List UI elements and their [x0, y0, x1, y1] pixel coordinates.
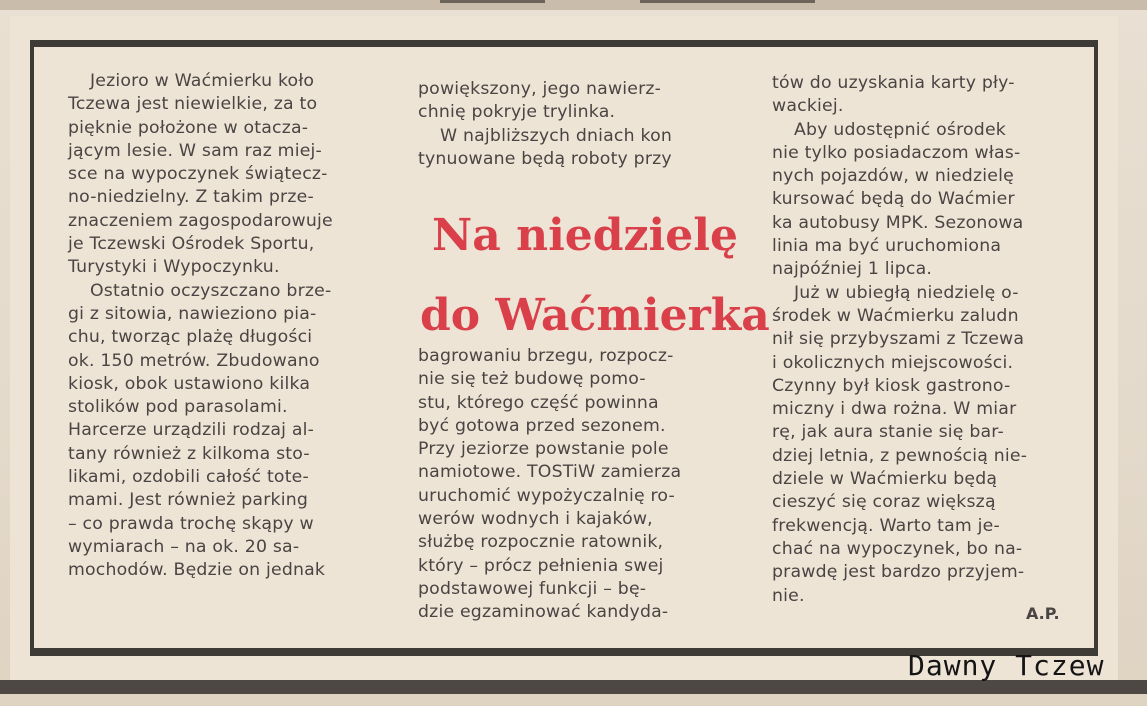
- text-line: Ostatnio oczyszczano brze-: [90, 280, 332, 301]
- text-line: stolików pod parasolami.: [68, 397, 288, 418]
- text-line: najpóźniej 1 lipca.: [772, 259, 933, 280]
- article-column-3: [772, 72, 1102, 608]
- text-line: mochodów. Będzie on jednak: [68, 560, 326, 581]
- headline-line-1: Na niedzielę: [432, 210, 738, 261]
- text-line: cieszyć się coraz większą: [772, 492, 996, 513]
- text-line: jącym lesie. W sam raz miej-: [68, 140, 322, 161]
- text-line: ka autobusy MPK. Sezonowa: [772, 212, 1024, 233]
- text-line: nie tylko posiadaczom włas-: [772, 142, 1021, 163]
- text-line: być gotowa przed sezonem.: [418, 415, 666, 436]
- text-line: służbę rozpocznie ratownik,: [418, 532, 664, 553]
- text-line: no-niedzielny. Z takim prze-: [68, 187, 314, 208]
- watermark-text: Dawny Tczew: [908, 649, 1105, 682]
- text-line: werów wodnych i kajaków,: [418, 509, 653, 530]
- article-column-2-top: [418, 78, 748, 171]
- text-line: likami, ozdobili całość tote-: [68, 467, 309, 488]
- text-line: namiotowe. TOSTiW zamierza: [418, 462, 682, 483]
- text-line: Turystyki i Wypoczynku.: [68, 257, 280, 278]
- text-line: gi z sitowia, nawieziono pia-: [68, 303, 317, 324]
- text-line: i okolicznych miejscowości.: [772, 352, 1014, 373]
- text-line: chać na wypoczynek, bo na-: [772, 538, 1023, 559]
- frame-rule-top: [30, 40, 1098, 47]
- text-line: frekwencją. Warto tam je-: [772, 515, 1000, 536]
- article-column-1: [68, 70, 398, 583]
- text-line: podstawowej funkcji – bę-: [418, 578, 647, 599]
- top-fragment-rule: [640, 0, 815, 3]
- text-line: miczny i dwa rożna. W miar: [772, 399, 1017, 420]
- text-line: sce na wypoczynek świątecz-: [68, 164, 328, 185]
- text-line: znaczeniem zagospodarowuje: [68, 210, 333, 231]
- top-fragment-rule: [440, 0, 545, 3]
- text-line: powiększony, jego nawierz-: [418, 79, 662, 99]
- text-line: tany również z kilkoma sto-: [68, 443, 310, 464]
- text-line: uruchomić wypożyczalnię ro-: [418, 485, 675, 506]
- article-column-2-bottom: [418, 345, 748, 625]
- text-line: który – prócz pełnienia swej: [418, 555, 664, 576]
- text-line: nił się przybyszami z Tczewa: [772, 329, 1025, 350]
- text-line: W najbliższych dniach kon: [440, 125, 672, 146]
- text-line: chnię pokryje trylinka.: [418, 102, 616, 123]
- text-line: bagrowaniu brzegu, rozpocz-: [418, 346, 674, 366]
- text-line: środek w Waćmierku zaludn: [772, 305, 1019, 326]
- text-line: Jezioro w Waćmierku koło: [90, 71, 315, 91]
- text-line: kiosk, obok ustawiono kilka: [68, 373, 311, 394]
- text-line: nych pojazdów, w niedzielę: [772, 166, 1014, 187]
- text-line: Przy jeziorze powstanie pole: [418, 439, 669, 460]
- text-line: Aby udostępnić ośrodek: [794, 119, 1007, 140]
- text-line: – co prawda trochę skąpy w: [68, 513, 314, 534]
- text-line: Tczewa jest niewielkie, za to: [68, 94, 318, 115]
- text-line: chu, tworząc plażę długości: [68, 327, 313, 348]
- text-line: je Tczewski Ośrodek Sportu,: [68, 234, 315, 255]
- author-signature: A.P.: [1026, 604, 1060, 623]
- text-line: Harcerze urządzili rodzaj al-: [68, 420, 315, 441]
- text-line: ok. 150 metrów. Zbudowano: [68, 350, 320, 371]
- text-line: tynuowane będą roboty przy: [418, 148, 672, 169]
- text-line: dziej letnia, z pewnością nie-: [772, 445, 1028, 466]
- text-line: dzie egzaminować kandyda-: [418, 602, 669, 623]
- text-line: nie się też budowę pomo-: [418, 369, 646, 390]
- text-line: linia ma być uruchomiona: [772, 236, 1002, 257]
- text-line: nie.: [772, 585, 805, 606]
- text-line: tów do uzyskania karty pły-: [772, 73, 1015, 93]
- text-line: kursować będą do Waćmier: [772, 189, 1015, 210]
- text-line: rę, jak aura stanie się bar-: [772, 422, 1004, 443]
- text-line: wackiej.: [772, 96, 844, 117]
- text-line: dziele w Waćmierku będą: [772, 469, 998, 490]
- text-line: stu, którego część powinna: [418, 392, 659, 413]
- text-line: wymiarach – na ok. 20 sa-: [68, 536, 300, 557]
- frame-rule-left: [30, 40, 34, 656]
- text-line: prawdę jest bardzo przyjem-: [772, 562, 1025, 583]
- text-line: pięknie położone w otacza-: [68, 117, 309, 138]
- text-line: mami. Jest również parking: [68, 490, 309, 511]
- text-line: Czynny był kiosk gastrono-: [772, 375, 1011, 396]
- top-edge: [0, 0, 1147, 10]
- headline-line-2: do Waćmierka: [420, 290, 770, 341]
- text-line: Już w ubiegłą niedzielę o-: [794, 282, 1019, 303]
